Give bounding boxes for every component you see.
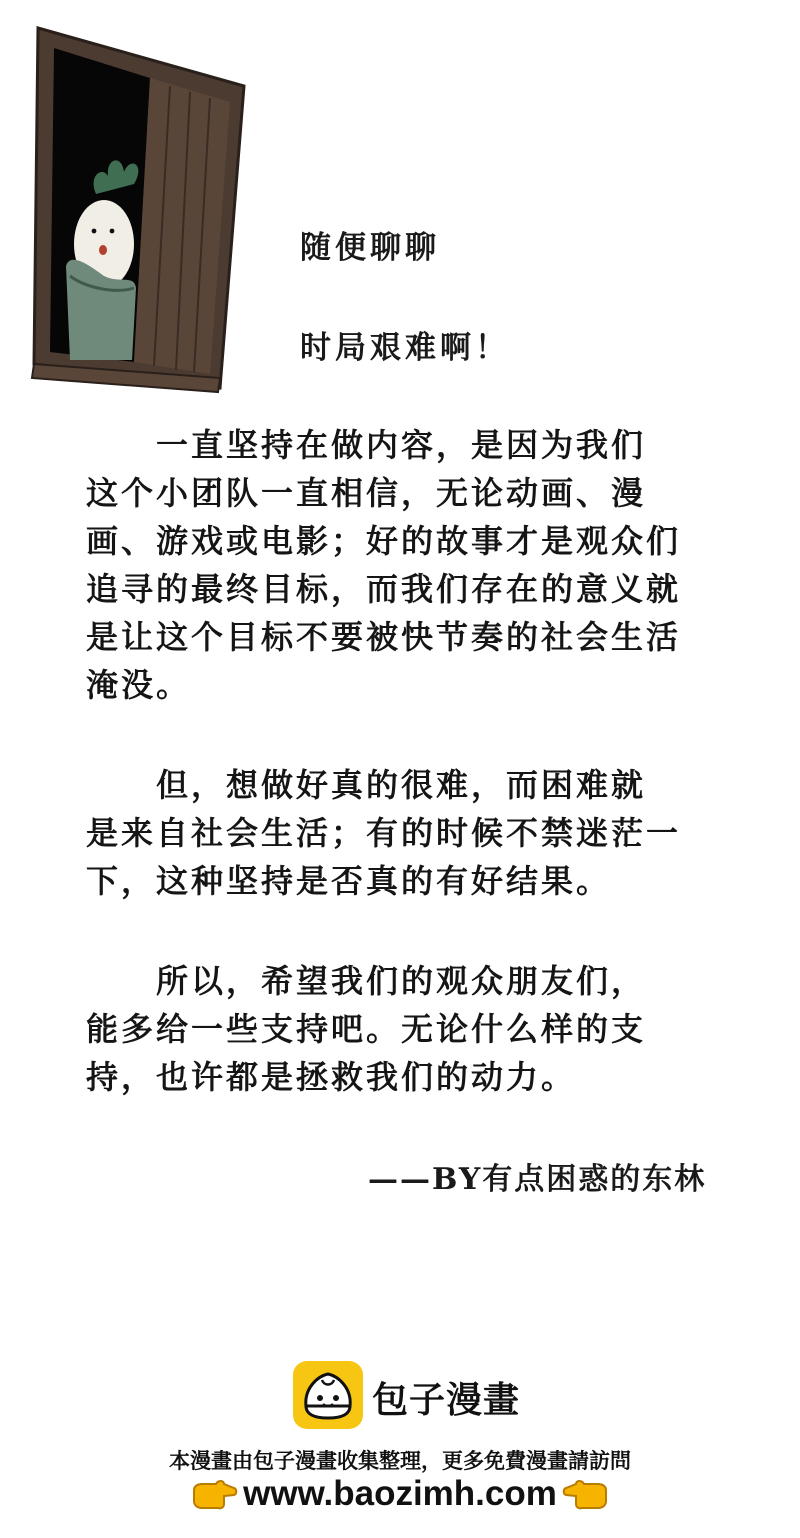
website-link[interactable]: www.baozimh.com bbox=[243, 1474, 557, 1513]
url-row bbox=[0, 1474, 800, 1514]
brand-name: 包子漫畫 bbox=[372, 1380, 521, 1421]
pointing-hand-left-icon bbox=[562, 1476, 610, 1512]
paragraph-2-line-3: 下，这种坚持是否真的有好结果。 bbox=[86, 862, 612, 900]
paragraph-3-line-3: 持，也许都是拯救我们的动力。 bbox=[86, 1058, 577, 1096]
paragraph-1-line-1: 一直坚持在做内容，是因为我们 bbox=[86, 426, 647, 464]
paragraph-1-line-4: 追寻的最终目标，而我们存在的意义就 bbox=[86, 570, 682, 608]
paragraph-1-line-5: 是让这个目标不要被快节奏的社会生活 bbox=[86, 618, 682, 656]
paragraph-3-line-2: 能多给一些支持吧。无论什么样的支 bbox=[86, 1010, 647, 1048]
paragraph-2-line-1: 但，想做好真的很难，而困难就 bbox=[86, 766, 647, 804]
page-subtitle: 时局艰难啊！ bbox=[300, 330, 510, 366]
paragraph-1-line-6: 淹没。 bbox=[86, 666, 192, 704]
paragraph-1-line-3: 画、游戏或电影；好的故事才是观众们 bbox=[86, 522, 682, 560]
paragraph-3-line-1: 所以，希望我们的观众朋友们， bbox=[86, 962, 647, 1000]
window-illustration bbox=[30, 26, 246, 394]
page-title: 随便聊聊 bbox=[300, 230, 440, 266]
pointing-hand-right-icon bbox=[190, 1476, 238, 1512]
paragraph-1-line-2: 这个小团队一直相信，无论动画、漫 bbox=[86, 474, 647, 512]
footer-notice: 本漫畫由包子漫畫收集整理，更多免費漫畫請訪問 bbox=[169, 1449, 631, 1473]
author-signature: ——BY有点困惑的东林 bbox=[368, 1162, 707, 1197]
paragraph-2-line-2: 是来自社会生活；有的时候不禁迷茫一 bbox=[86, 814, 682, 852]
baozi-logo-icon[interactable] bbox=[292, 1360, 364, 1430]
